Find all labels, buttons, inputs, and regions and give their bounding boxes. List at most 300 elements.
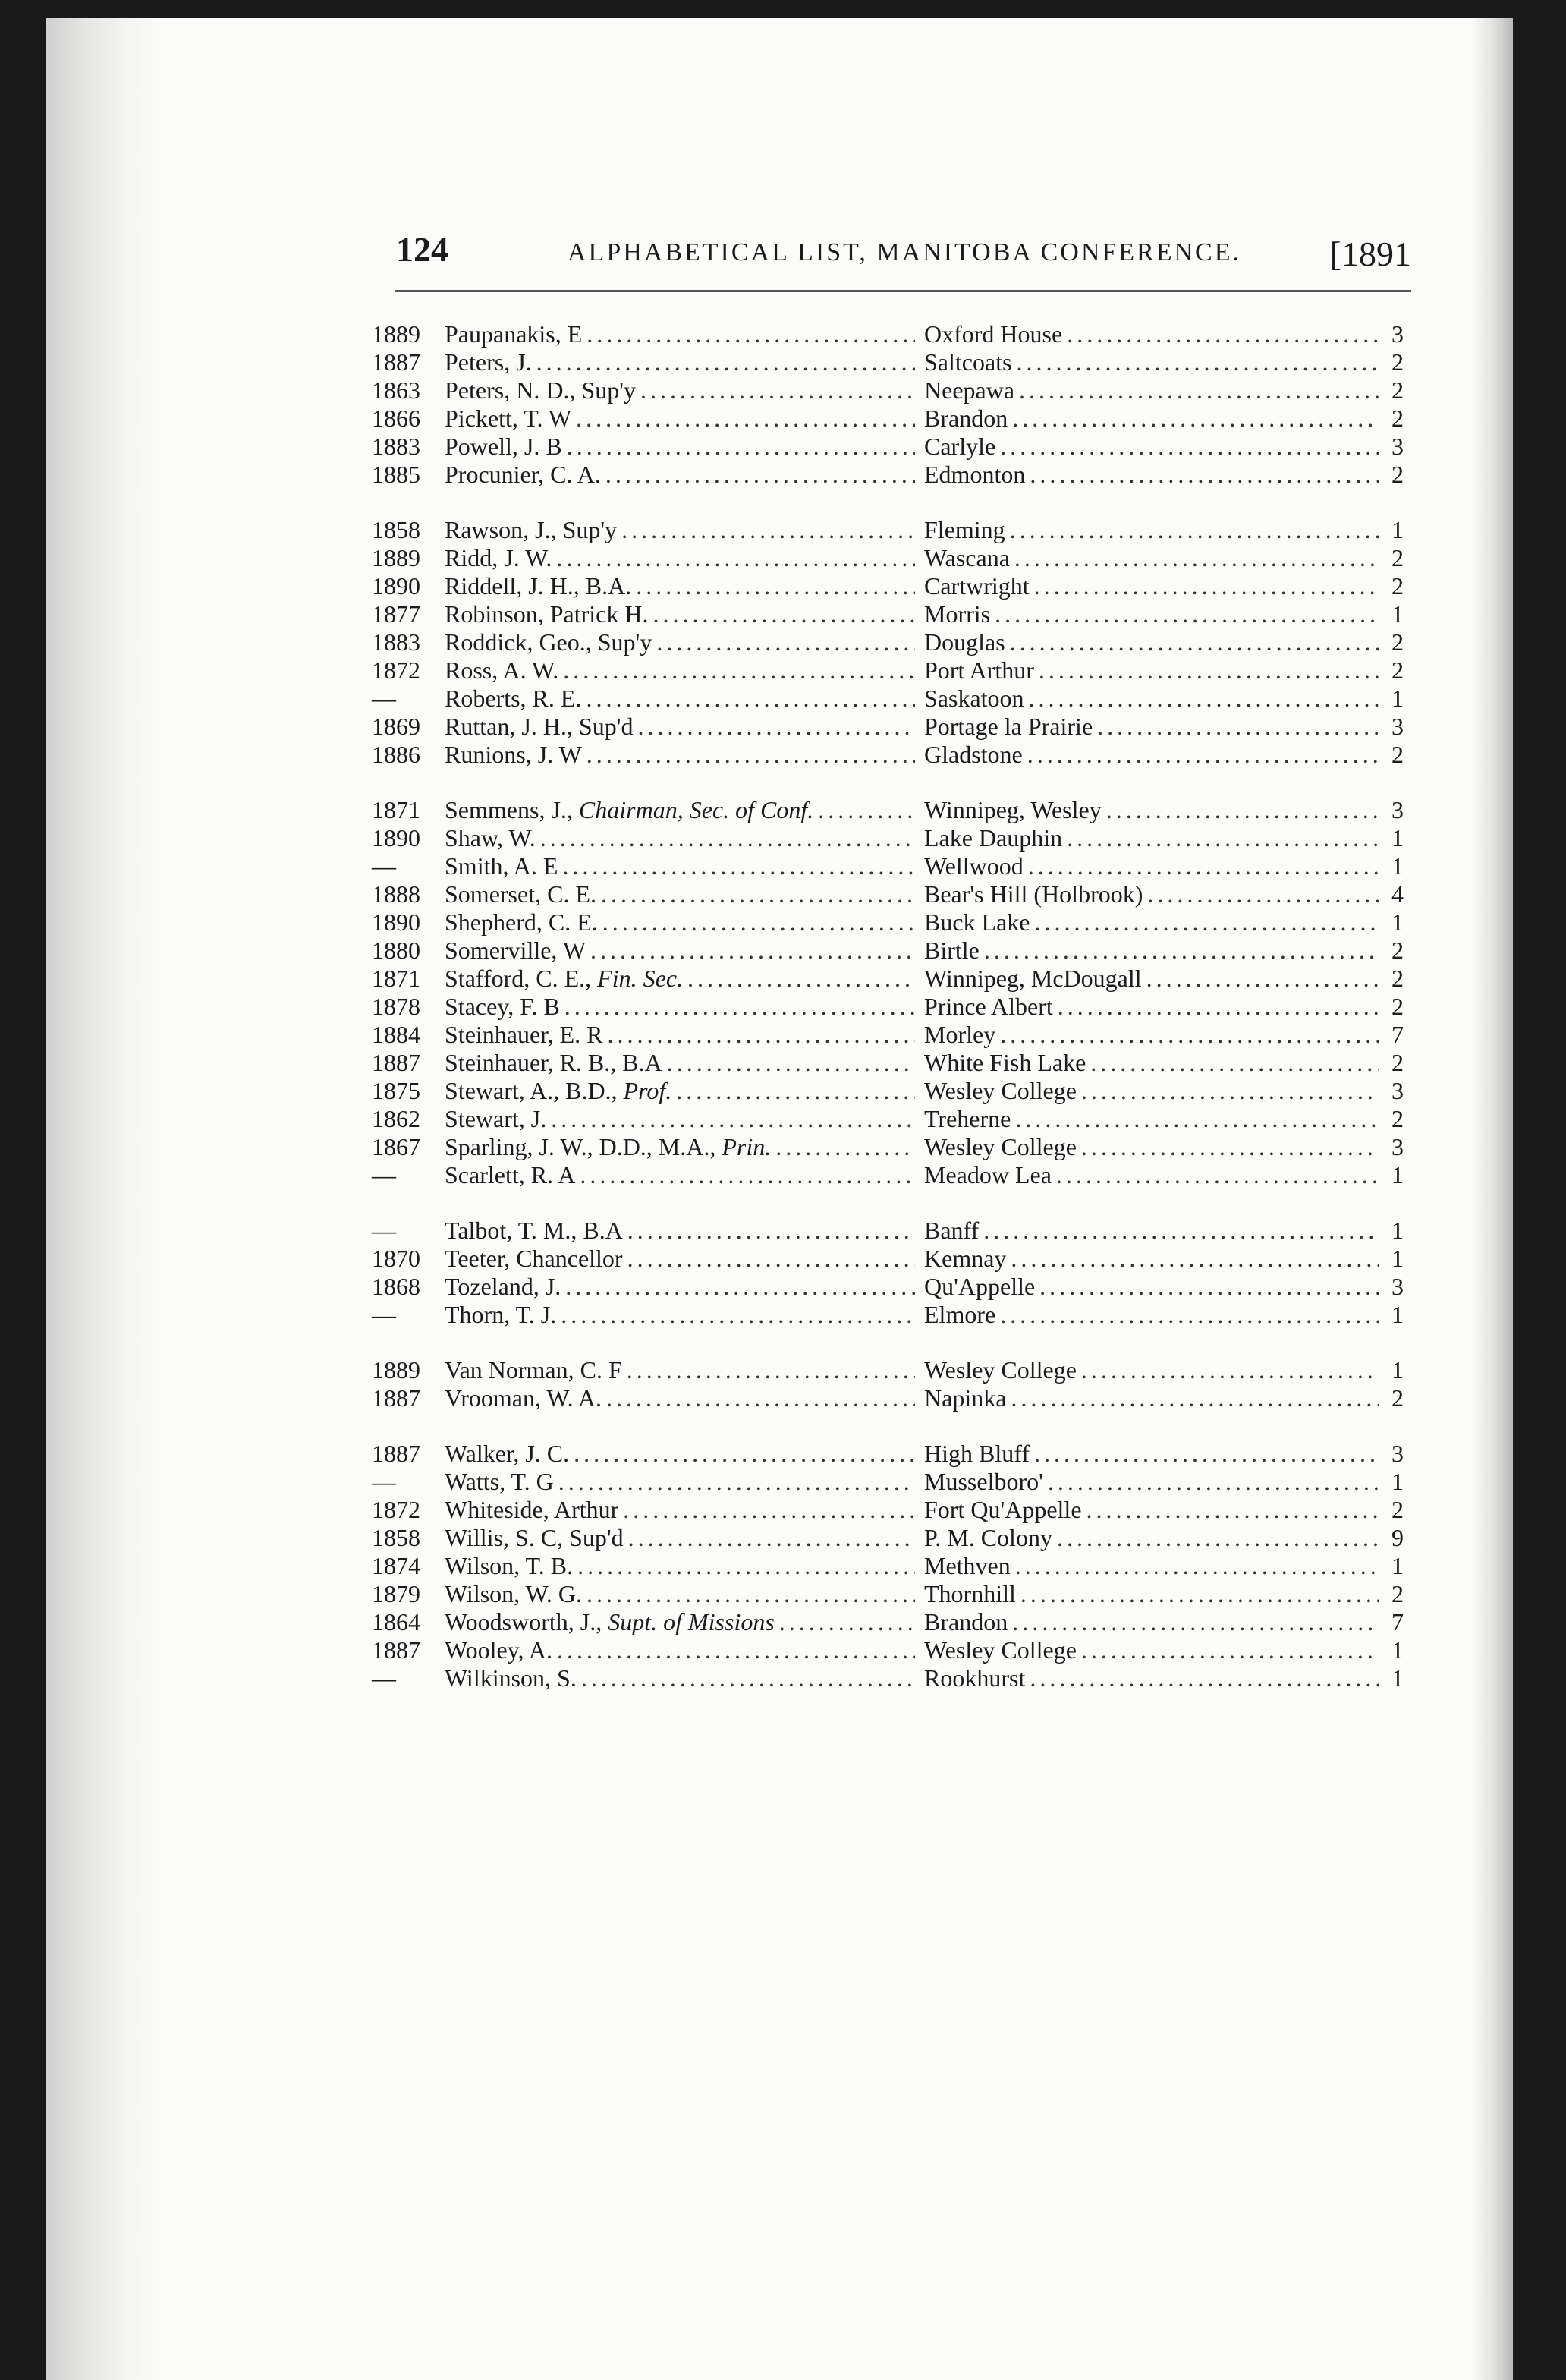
entry-name-cell (445, 1049, 915, 1077)
leader-dots (1057, 1524, 1379, 1552)
entry-count: 1 (1391, 1636, 1404, 1664)
entry-name-text: Smith, A. E (445, 852, 558, 880)
entry-year: 1869 (372, 713, 420, 740)
entry-row (372, 1217, 1404, 1245)
entry-station-cell (915, 1496, 1379, 1524)
entry-name-text: Teeter, Chancellor (445, 1245, 623, 1272)
entry-year: 1864 (372, 1608, 420, 1635)
entry-name-text: Roberts, R. E. (445, 685, 582, 712)
entry-row (372, 1245, 1404, 1273)
entry-station: Wascana (924, 544, 1010, 571)
leader-dots (652, 600, 915, 628)
entry-row (372, 348, 1404, 376)
entry-row (372, 433, 1404, 461)
entry-station-cell (915, 880, 1379, 908)
entry-name (445, 880, 601, 908)
entry-station: Winnipeg, Wesley (924, 796, 1102, 823)
header-year: [1891 (1329, 235, 1411, 273)
entry-name-cell (445, 1077, 915, 1105)
entry-station: Gladstone (924, 741, 1023, 768)
leader-dots (1000, 1301, 1379, 1329)
entry-name-text: Wilkinson, S. (445, 1664, 577, 1692)
leader-dots (1000, 433, 1379, 461)
entry-name-cell (445, 405, 915, 433)
entry-name (445, 741, 586, 769)
leader-dots (564, 993, 915, 1021)
leader-dots (1012, 405, 1379, 433)
entry-station-cell (915, 320, 1379, 348)
entry-station: Carlyle (924, 433, 996, 460)
entry-year: 1858 (372, 516, 420, 543)
entry-year: 1889 (372, 544, 420, 571)
entry-name-cell (445, 320, 915, 348)
leader-dots (775, 1133, 915, 1161)
entry-count: 1 (1391, 1664, 1404, 1692)
entry-year: 1890 (372, 572, 420, 600)
entry-name-cell (445, 1356, 915, 1384)
entry-name (445, 937, 590, 965)
leader-dots (606, 1384, 915, 1412)
entry-row (372, 572, 1404, 600)
entry-year: — (372, 1468, 396, 1495)
entry-row (372, 461, 1404, 489)
entry-station-cell (915, 1301, 1379, 1329)
entry-name (445, 516, 621, 544)
entry-station: Saltcoats (924, 348, 1012, 376)
entry-count: 2 (1391, 1580, 1404, 1607)
entry-station-cell (915, 1077, 1379, 1105)
entry-name (445, 1133, 775, 1161)
entry-station-cell (915, 937, 1379, 965)
entry-station: Banff (924, 1217, 980, 1244)
entry-name-text: Ridd, J. W. (445, 544, 552, 571)
entry-name-text: Willis, S. C, Sup'd (445, 1524, 624, 1551)
entry-year: 1887 (372, 1440, 420, 1467)
leader-dots (779, 1608, 915, 1636)
entry-count: 1 (1391, 908, 1404, 936)
entry-year: 1890 (372, 824, 420, 852)
entry-name-text: Paupanakis, E (445, 320, 583, 348)
leader-dots (627, 1245, 915, 1273)
entry-station-cell (915, 1161, 1379, 1189)
entry-station: Treherne (924, 1105, 1011, 1132)
entry-station: High Bluff (924, 1440, 1030, 1467)
entry-year: 1858 (372, 1524, 420, 1551)
entry-row (372, 796, 1404, 824)
leader-dots (556, 544, 915, 572)
leader-dots (558, 1468, 915, 1496)
entry-name-cell (445, 656, 915, 685)
entry-row (372, 320, 1404, 348)
entry-row (372, 937, 1404, 965)
leader-dots (561, 1301, 915, 1329)
entry-count: 3 (1391, 320, 1404, 348)
entry-name (445, 824, 540, 852)
entry-station-cell (915, 824, 1379, 852)
entry-row (372, 852, 1404, 880)
entry-name-text: Wooley, A. (445, 1636, 552, 1664)
entry-name (445, 908, 602, 937)
entry-station: Lake Dauphin (924, 824, 1063, 852)
entry-name (445, 965, 687, 993)
entry-station: Wesley College (924, 1636, 1077, 1664)
entry-name-cell (445, 993, 915, 1021)
leader-dots (636, 572, 915, 600)
leader-dots (640, 376, 915, 405)
entry-year: 1877 (372, 600, 420, 628)
entry-name-text: Steinhauer, E. R (445, 1021, 603, 1048)
entry-station: Thornhill (924, 1580, 1016, 1607)
leader-dots (1014, 544, 1379, 572)
entry-name-cell (445, 572, 915, 600)
entry-name-text: Steinhauer, R. B., B.A (445, 1049, 662, 1076)
leader-dots (1081, 1356, 1379, 1384)
entry-count: 2 (1391, 741, 1404, 768)
leader-dots (1028, 852, 1379, 880)
leader-dots (1034, 572, 1379, 600)
entry-row (372, 1664, 1404, 1692)
entry-count: 7 (1391, 1021, 1404, 1048)
leader-dots (1097, 713, 1379, 741)
entry-name-cell (445, 433, 915, 461)
entry-station-cell (915, 656, 1379, 685)
entry-count: 3 (1391, 796, 1404, 823)
entry-name-text: Shaw, W. (445, 824, 536, 852)
entry-station-cell (915, 908, 1379, 937)
entry-count: 4 (1391, 880, 1404, 908)
leader-dots (1010, 516, 1379, 544)
leader-dots (1081, 1636, 1379, 1664)
entry-count: 2 (1391, 628, 1404, 656)
entry-name (445, 1049, 667, 1077)
entry-year: 1878 (372, 993, 420, 1020)
entry-name (445, 320, 586, 348)
entry-station-cell (915, 628, 1379, 656)
entry-name-text: Ruttan, J. H., Sup'd (445, 713, 634, 740)
entry-station: Portage la Prairie (924, 713, 1093, 740)
entry-name (445, 628, 656, 656)
entry-station-cell (915, 376, 1379, 405)
entry-name-cell (445, 1133, 915, 1161)
leader-dots (984, 937, 1379, 965)
entry-name-cell (445, 880, 915, 908)
entry-name (445, 1580, 586, 1608)
entry-station-cell (915, 544, 1379, 572)
leader-dots (586, 741, 915, 769)
entry-name-cell (445, 1245, 915, 1273)
entry-name-cell (445, 1161, 915, 1189)
entry-name (445, 405, 576, 433)
leader-dots (1020, 1580, 1379, 1608)
entry-station-cell (915, 685, 1379, 713)
entry-group (372, 1356, 1404, 1412)
entry-count: 1 (1391, 824, 1404, 852)
entry-count: 1 (1391, 1356, 1404, 1384)
entry-station: Neepawa (924, 376, 1015, 404)
leader-dots (1010, 628, 1379, 656)
entry-name-text: Sparling, J. W., D.D., M.A., (445, 1133, 716, 1160)
entry-name-text: Thorn, T. J. (445, 1301, 557, 1328)
entry-count: 2 (1391, 965, 1404, 992)
entry-name (445, 433, 567, 461)
entry-name (445, 376, 640, 405)
entry-name (445, 1105, 551, 1133)
leader-dots (1067, 824, 1379, 852)
leader-dots (637, 713, 915, 741)
entry-station: Rookhurst (924, 1664, 1026, 1692)
entry-count: 1 (1391, 1217, 1404, 1244)
entry-row (372, 713, 1404, 741)
entry-station: Prince Albert (924, 993, 1053, 1020)
leader-dots (1027, 741, 1379, 769)
entry-station: Wesley College (924, 1077, 1077, 1104)
entry-year: — (372, 852, 396, 880)
entry-name (445, 852, 562, 880)
leader-dots (623, 1496, 915, 1524)
leader-dots (586, 320, 915, 348)
entry-row (372, 1552, 1404, 1580)
entry-name (445, 685, 586, 713)
leader-dots (1019, 376, 1379, 405)
entry-station-cell (915, 1273, 1379, 1301)
entry-station: Fleming (924, 516, 1005, 543)
entry-station: Morley (924, 1021, 996, 1048)
entry-name-text: Walker, J. C. (445, 1440, 570, 1467)
entry-row (372, 993, 1404, 1021)
entry-station-cell (915, 1524, 1379, 1552)
entry-year: — (372, 1301, 396, 1328)
leader-dots (563, 656, 915, 685)
entry-year: 1889 (372, 320, 420, 348)
entry-station-cell (915, 993, 1379, 1021)
leader-dots (574, 1440, 915, 1468)
entry-count: 2 (1391, 461, 1404, 488)
entry-name-cell (445, 1468, 915, 1496)
entry-name-cell (445, 600, 915, 628)
entry-count: 1 (1391, 1245, 1404, 1272)
entry-group (372, 320, 1404, 489)
leader-dots (1011, 1384, 1379, 1412)
entry-station-cell (915, 796, 1379, 824)
leader-dots (1012, 1608, 1379, 1636)
entries-list (372, 320, 1404, 1720)
leader-dots (605, 461, 915, 489)
entry-row (372, 1021, 1404, 1049)
entry-year: 1874 (372, 1552, 420, 1579)
entry-year: 1866 (372, 405, 420, 432)
entry-count: 3 (1391, 713, 1404, 740)
entry-name-text: Wilson, T. B. (445, 1552, 574, 1579)
entry-title: Prof. (623, 1077, 672, 1104)
entry-station: Bear's Hill (Holbrook) (924, 880, 1143, 908)
leader-dots (580, 1161, 915, 1189)
entry-station-cell (915, 461, 1379, 489)
leader-dots (602, 908, 915, 937)
entry-row (372, 1468, 1404, 1496)
entry-year: — (372, 1217, 396, 1244)
leader-dots (1017, 348, 1379, 376)
entry-station: Morris (924, 600, 991, 628)
leader-dots (627, 1217, 915, 1245)
entry-title: Chairman, Sec. of Conf. (578, 796, 814, 823)
entry-count: 2 (1391, 572, 1404, 600)
entry-name (445, 1245, 627, 1273)
entry-count: 2 (1391, 1496, 1404, 1523)
entry-station-cell (915, 1133, 1379, 1161)
entry-row (372, 376, 1404, 405)
leader-dots (565, 1273, 915, 1301)
entry-name-text: Stafford, C. E., (445, 965, 592, 992)
leader-dots (1146, 965, 1379, 993)
leader-dots (1039, 1273, 1379, 1301)
entry-station: Douglas (924, 628, 1005, 656)
entry-name (445, 796, 818, 824)
entry-name-text: Semmens, J., (445, 796, 573, 823)
leader-dots (621, 516, 915, 544)
entry-row (372, 1105, 1404, 1133)
entry-station: Wesley College (924, 1133, 1077, 1160)
entry-row (372, 965, 1404, 993)
entry-name (445, 993, 564, 1021)
entry-station: Wesley College (924, 1356, 1077, 1384)
leader-dots (586, 685, 915, 713)
leader-dots (995, 600, 1379, 628)
entry-name-cell (445, 852, 915, 880)
entry-station: Elmore (924, 1301, 996, 1328)
entry-name (445, 1217, 627, 1245)
entry-row (372, 656, 1404, 685)
entry-year: 1884 (372, 1021, 420, 1048)
leader-dots (1029, 685, 1379, 713)
entry-row (372, 1133, 1404, 1161)
entry-station-cell (915, 1049, 1379, 1077)
entry-name-cell (445, 461, 915, 489)
entry-count: 1 (1391, 1552, 1404, 1579)
entry-name (445, 1384, 606, 1412)
entry-year: 1872 (372, 1496, 420, 1523)
entry-name (445, 1440, 574, 1468)
entry-name-text: Powell, J. B (445, 433, 562, 460)
entry-name-cell (445, 824, 915, 852)
entry-name-text: Woodsworth, J., (445, 1608, 602, 1635)
entry-row (372, 405, 1404, 433)
entry-name-cell (445, 713, 915, 741)
entry-group (372, 796, 1404, 1189)
leader-dots (656, 628, 915, 656)
entry-title: Supt. of Missions (608, 1608, 775, 1635)
entry-name-cell (445, 544, 915, 572)
entry-count: 2 (1391, 993, 1404, 1020)
entry-name-cell (445, 685, 915, 713)
entry-station-cell (915, 600, 1379, 628)
entry-count: 9 (1391, 1524, 1404, 1551)
entry-name (445, 1496, 623, 1524)
leader-dots (628, 1524, 915, 1552)
entry-year: 1862 (372, 1105, 420, 1132)
entry-name-text: Scarlett, R. A (445, 1161, 576, 1188)
leader-dots (576, 405, 915, 433)
entry-year: 1867 (372, 1133, 420, 1160)
entry-count: 3 (1391, 1077, 1404, 1104)
book-page (46, 18, 1513, 2380)
entry-row (372, 1384, 1404, 1412)
entry-year: 1883 (372, 433, 420, 460)
entry-station: Cartwright (924, 572, 1030, 600)
entry-station-cell (915, 1105, 1379, 1133)
entry-year: — (372, 1161, 396, 1188)
entry-name (445, 1077, 676, 1105)
entry-count: 2 (1391, 1049, 1404, 1076)
running-title: ALPHABETICAL LIST, MANITOBA CONFERENCE. (568, 238, 1241, 266)
entry-year: 1872 (372, 656, 420, 684)
entry-station: Kemnay (924, 1245, 1007, 1272)
entry-count: 1 (1391, 600, 1404, 628)
leader-dots (1086, 1496, 1379, 1524)
entry-name-text: Talbot, T. M., B.A (445, 1217, 623, 1244)
entry-row (372, 600, 1404, 628)
entry-name-text: Stewart, J. (445, 1105, 547, 1132)
entry-year: 1890 (372, 908, 420, 936)
leader-dots (983, 1217, 1379, 1245)
entry-group (372, 1440, 1404, 1692)
entry-name-cell (445, 1552, 915, 1580)
entry-name (445, 713, 637, 741)
leader-dots (590, 937, 915, 965)
entry-station: Saskatoon (924, 685, 1024, 712)
entry-name-cell (445, 965, 915, 993)
leader-dots (818, 796, 915, 824)
leader-dots (1000, 1021, 1379, 1049)
entry-year: 1887 (372, 1636, 420, 1664)
leader-dots (536, 348, 915, 376)
entry-count: 3 (1391, 1133, 1404, 1160)
page-edge-shadow (1472, 18, 1513, 2380)
entry-name-cell (445, 1580, 915, 1608)
leader-dots (1011, 1245, 1379, 1273)
entry-station: Edmonton (924, 461, 1026, 488)
entry-station: P. M. Colony (924, 1524, 1052, 1551)
entry-group (372, 1217, 1404, 1329)
entry-name (445, 1636, 557, 1664)
entry-name-text: Stewart, A., B.D., (445, 1077, 618, 1104)
entry-name-text: Whiteside, Arthur (445, 1496, 619, 1523)
leader-dots (567, 433, 915, 461)
leader-dots (577, 1552, 915, 1580)
entry-row (372, 880, 1404, 908)
entry-count: 2 (1391, 1105, 1404, 1132)
entry-name-text: Somerset, C. E. (445, 880, 596, 908)
entry-station: Buck Lake (924, 908, 1030, 936)
leader-dots (1039, 656, 1379, 685)
entry-station-cell (915, 405, 1379, 433)
entry-name (445, 1552, 577, 1580)
entry-station-cell (915, 1217, 1379, 1245)
entry-name-text: Runions, J. W (445, 741, 582, 768)
leader-dots (627, 1356, 915, 1384)
leader-dots (1081, 1077, 1379, 1105)
entry-name-text: Van Norman, C. F (445, 1356, 622, 1384)
entry-year: 1888 (372, 880, 420, 908)
entry-row (372, 685, 1404, 713)
entry-name (445, 1524, 628, 1552)
entry-station: Napinka (924, 1384, 1007, 1412)
entry-group (372, 516, 1404, 769)
entry-year: 1870 (372, 1245, 420, 1272)
entry-station: Fort Qu'Appelle (924, 1496, 1082, 1523)
entry-station: Qu'Appelle (924, 1273, 1036, 1300)
header-rule (395, 290, 1411, 292)
entry-station: Port Arthur (924, 656, 1034, 684)
